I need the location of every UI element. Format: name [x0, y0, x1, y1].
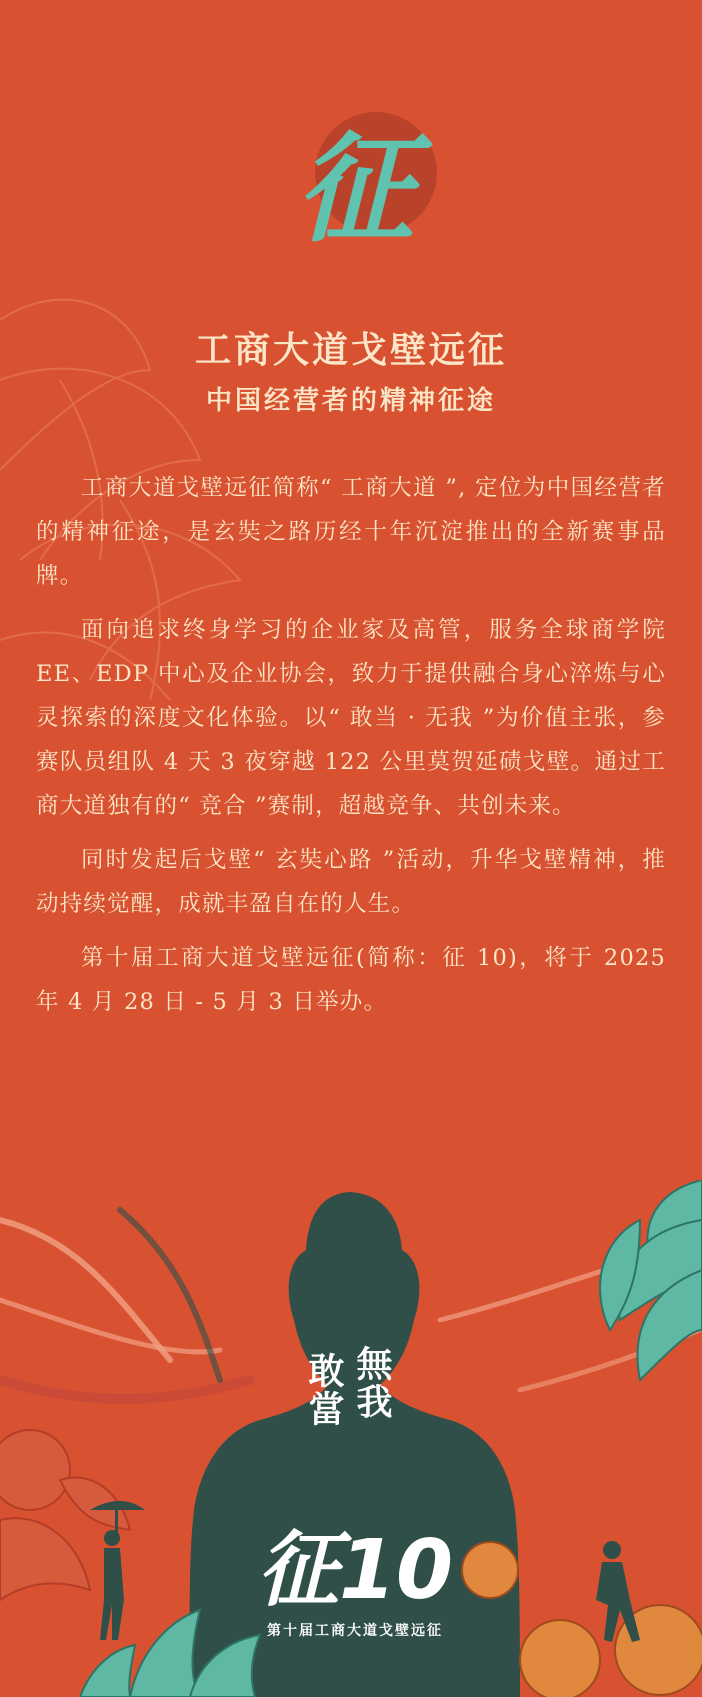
slogan-gandang: 敢當	[303, 1352, 345, 1428]
slogan-wuwo: 無我	[351, 1345, 393, 1421]
page-title: 工商大道戈壁远征	[194, 329, 507, 371]
paragraph: 面向追求终身学习的企业家及高管，服务全球商学院 EE、EDP 中心及企业协会，致力于提供融合身心淬炼与心灵探索的深度文化体验。以“ 敢当 · 无我 ”为价值主张，参赛队员组队 4 天 3 夜穿越 122 公里莫贺延碛戈壁。通过工商大道独有的“ 竞合 ”赛制，超越竞争、共创未来。	[36, 617, 666, 819]
zheng-logo	[270, 108, 440, 258]
paragraph: 同时发起后戈壁“ 玄奘心路 ”活动，升华戈壁精神，推动持续觉醒，成就丰盈自在的人生。	[36, 847, 666, 917]
zheng-logo-icon: 征	[295, 120, 414, 258]
zheng10-logo: 征10	[256, 1523, 454, 1618]
paragraph: 第十届工商大道戈壁远征(简称：征 10)，将于 2025 年 4 月 28 日 - 5 月 3 日举办。	[36, 945, 666, 1015]
page-subtitle: 中国经营者的精神征途	[205, 386, 496, 416]
paragraph: 工商大道戈壁远征简称“ 工商大道 ”, 定位为中国经营者的精神征途，是玄奘之路历经十年沉淀推出的全新赛事品牌。	[36, 475, 666, 589]
intro-text	[36, 466, 666, 1034]
zheng10-subtitle: 第十届工商大道戈壁远征	[267, 1623, 443, 1639]
